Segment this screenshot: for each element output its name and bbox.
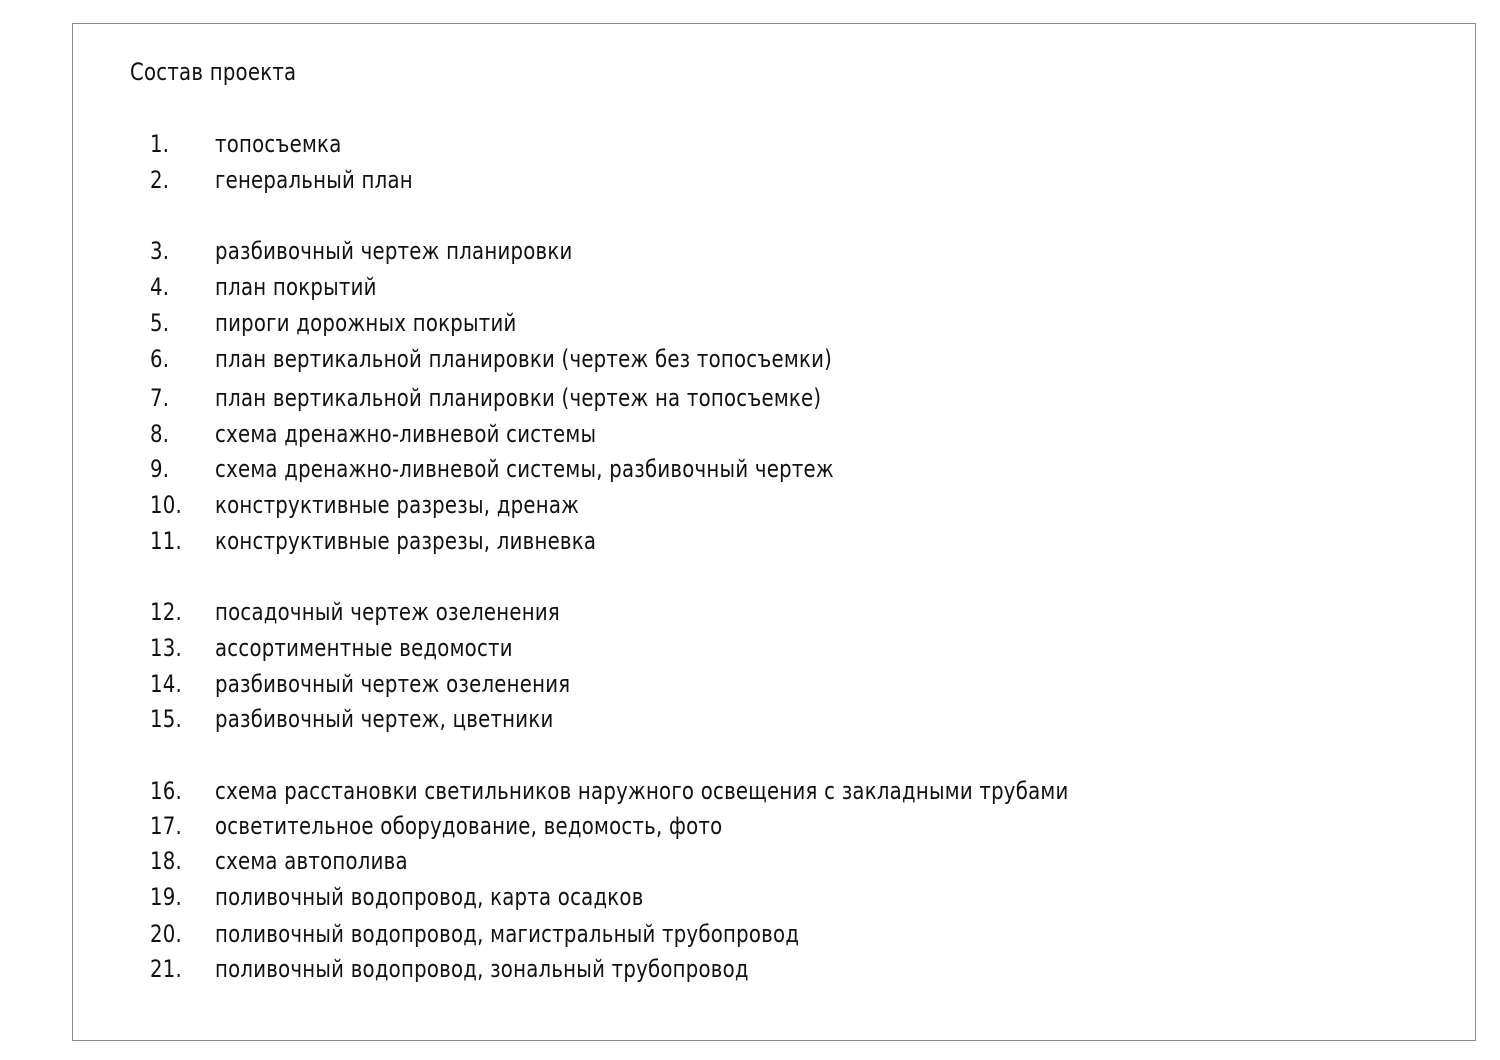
item-text: разбивочный чертеж планировки	[215, 237, 573, 265]
item-text: поливочный водопровод, карта осадков	[215, 883, 644, 911]
item-number: 10.	[150, 491, 183, 519]
item-text: поливочный водопровод, зональный трубопровод	[215, 955, 749, 983]
item-number: 18.	[150, 847, 183, 875]
item-number: 17.	[150, 812, 183, 840]
item-text: схема дренажно-ливневой системы, разбивочный чертеж	[215, 455, 834, 483]
item-text: план вертикальной планировки (чертеж без топосъемки)	[215, 345, 833, 373]
item-text: генеральный план	[215, 166, 413, 194]
item-text: разбивочный чертеж, цветники	[215, 705, 554, 733]
item-text: схема расстановки светильников наружного освещения с закладными трубами	[215, 777, 1069, 805]
item-number: 5.	[150, 309, 170, 337]
item-number: 8.	[150, 420, 170, 448]
item-number: 2.	[150, 166, 170, 194]
item-number: 9.	[150, 455, 170, 483]
item-text: схема дренажно-ливневой системы	[215, 420, 597, 448]
item-number: 13.	[150, 634, 183, 662]
item-text: схема автополива	[215, 847, 408, 875]
item-text: конструктивные разрезы, дренаж	[215, 491, 580, 519]
document-title: Состав проекта	[130, 58, 297, 86]
item-text: ассортиментные ведомости	[215, 634, 513, 662]
item-number: 3.	[150, 237, 170, 265]
item-number: 20.	[150, 920, 183, 948]
item-text: разбивочный чертеж озеленения	[215, 670, 571, 698]
item-text: план покрытий	[215, 273, 377, 301]
item-number: 16.	[150, 777, 183, 805]
item-number: 19.	[150, 883, 183, 911]
item-number: 7.	[150, 384, 170, 412]
item-number: 6.	[150, 345, 170, 373]
item-text: посадочный чертеж озеленения	[215, 598, 560, 626]
item-number: 21.	[150, 955, 183, 983]
item-number: 4.	[150, 273, 170, 301]
item-text: осветительное оборудование, ведомость, фото	[215, 812, 723, 840]
item-text: поливочный водопровод, магистральный трубопровод	[215, 920, 800, 948]
item-number: 15.	[150, 705, 183, 733]
item-text: пироги дорожных покрытий	[215, 309, 517, 337]
item-text: топосъемка	[215, 130, 342, 158]
item-number: 14.	[150, 670, 183, 698]
item-text: план вертикальной планировки (чертеж на топосъемке)	[215, 384, 822, 412]
item-number: 12.	[150, 598, 183, 626]
item-number: 11.	[150, 527, 183, 555]
item-number: 1.	[150, 130, 170, 158]
item-text: конструктивные разрезы, ливневка	[215, 527, 597, 555]
